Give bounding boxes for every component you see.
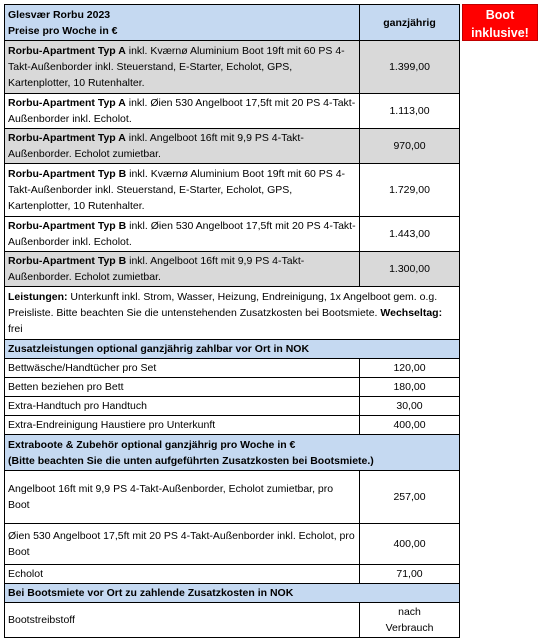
item-label: Extra-Handtuch pro Handtuch [5,397,360,416]
item-price: 71,00 [360,565,460,584]
boot-inklusive-badge [462,4,538,41]
changeday-value: frei [8,323,23,335]
table-header [5,5,460,41]
item-label: Øien 530 Angelboot 17,5ft mit 20 PS 4-Takt-Außenborder inkl. Echolot, pro Boot [5,524,360,565]
item-label: Betten beziehen pro Bett [5,378,360,397]
extraboats-title: Extraboote & Zubehör optional ganzjährig pro Woche in € [8,438,296,451]
header-column: ganzjährig [360,5,460,41]
apartment-desc: inkl. Angelboot 16ft mit 9,9 PS 4-Takt-Außenborder. Echolot zumietbar. [8,255,305,283]
table-row [5,217,460,252]
badge-line: Boot [485,8,515,22]
apartment-desc: inkl. Kværnø Aluminium Boot 19ft mit 60 PS 4-Takt-Außenborder inkl. Steuerstand, E-Starter, Echolot, GPS, Kartenplotter, 10 Rutenhalter. [8,168,346,212]
apartment-price: 1.300,00 [360,252,460,287]
table-row [5,416,460,435]
table-row [5,94,460,129]
table-row [5,129,460,164]
item-price: 400,00 [360,416,460,435]
item-value-line: Verbrauch [385,622,434,634]
services-text: Unterkunft inkl. Strom, Wasser, Heizung, Endreinigung, 1x Angelboot gem. o.g. Preisliste. Bitte beachten Sie die untenstehenden Zusatzkosten bei Bootsmiete. [8,291,438,319]
header-subtitle: Preise pro Woche in € [8,24,118,37]
header-title-cell [5,5,360,41]
services-row [5,287,460,340]
item-label: Bettwäsche/Handtücher pro Set [5,359,360,378]
table-row [5,524,460,565]
section-header [5,584,460,603]
item-label: Angelboot 16ft mit 9,9 PS 4-Takt-Außenborder, Echolot zumietbar, pro Boot [5,471,360,524]
item-label: Bootstreibstoff [5,603,360,638]
apartment-price: 1.113,00 [360,94,460,129]
price-table [4,4,460,638]
item-label: Echolot [5,565,360,584]
apartment-price: 970,00 [360,129,460,164]
badge-line: inklusive! [471,26,529,40]
apartment-name: Rorbu-Apartment Typ A [8,45,126,57]
extraboats-title-cell [5,435,460,471]
item-value [360,603,460,638]
apartment-desc: inkl. Øien 530 Angelboot 17,5ft mit 20 PS 4-Takt-Außenborder inkl. Echolot. [8,220,356,248]
services-cell [5,287,460,340]
apartment-name: Rorbu-Apartment Typ A [8,97,126,109]
apartment-price: 1.443,00 [360,217,460,252]
table-row [5,41,460,94]
services-label: Leistungen: [8,291,68,303]
apartment-desc: inkl. Øien 530 Angelboot 17,5ft mit 20 PS 4-Takt-Außenborder inkl. Echolot. [8,97,356,125]
apartment-desc: inkl. Angelboot 16ft mit 9,9 PS 4-Takt-Außenborder. Echolot zumietbar. [8,132,304,160]
rental-title: Bei Bootsmiete vor Ort zu zahlende Zusatzkosten in NOK [5,584,460,603]
changeday-label: Wechseltag: [380,307,443,319]
table-row [5,471,460,524]
apartment-name: Rorbu-Apartment Typ B [8,168,127,180]
item-price: 400,00 [360,524,460,565]
item-price: 30,00 [360,397,460,416]
optional-title: Zusatzleistungen optional ganzjährig zahlbar vor Ort in NOK [5,340,460,359]
item-price: 180,00 [360,378,460,397]
extraboats-note: (Bitte beachten Sie die unten aufgeführten Zusatzkosten bei Bootsmiete.) [8,454,374,467]
section-header [5,435,460,471]
header-title: Glesvær Rorbu 2023 [8,8,111,21]
section-header [5,340,460,359]
table-row [5,252,460,287]
item-label: Extra-Endreinigung Haustiere pro Unterkunft [5,416,360,435]
apartment-name: Rorbu-Apartment Typ A [8,132,126,144]
item-value-line: nach [398,606,421,618]
apartment-name: Rorbu-Apartment Typ B [8,255,127,267]
table-row [5,378,460,397]
table-row [5,603,460,638]
item-price: 257,00 [360,471,460,524]
table-row [5,164,460,217]
apartment-name: Rorbu-Apartment Typ B [8,220,127,232]
apartment-price: 1.399,00 [360,41,460,94]
table-row [5,397,460,416]
apartment-price: 1.729,00 [360,164,460,217]
apartment-desc: inkl. Kværnø Aluminium Boot 19ft mit 60 PS 4-Takt-Außenborder inkl. Steuerstand, E-Starter, Echolot, GPS, Kartenplotter, 10 Rutenhalter. [8,45,345,89]
table-row [5,565,460,584]
table-row [5,359,460,378]
item-price: 120,00 [360,359,460,378]
